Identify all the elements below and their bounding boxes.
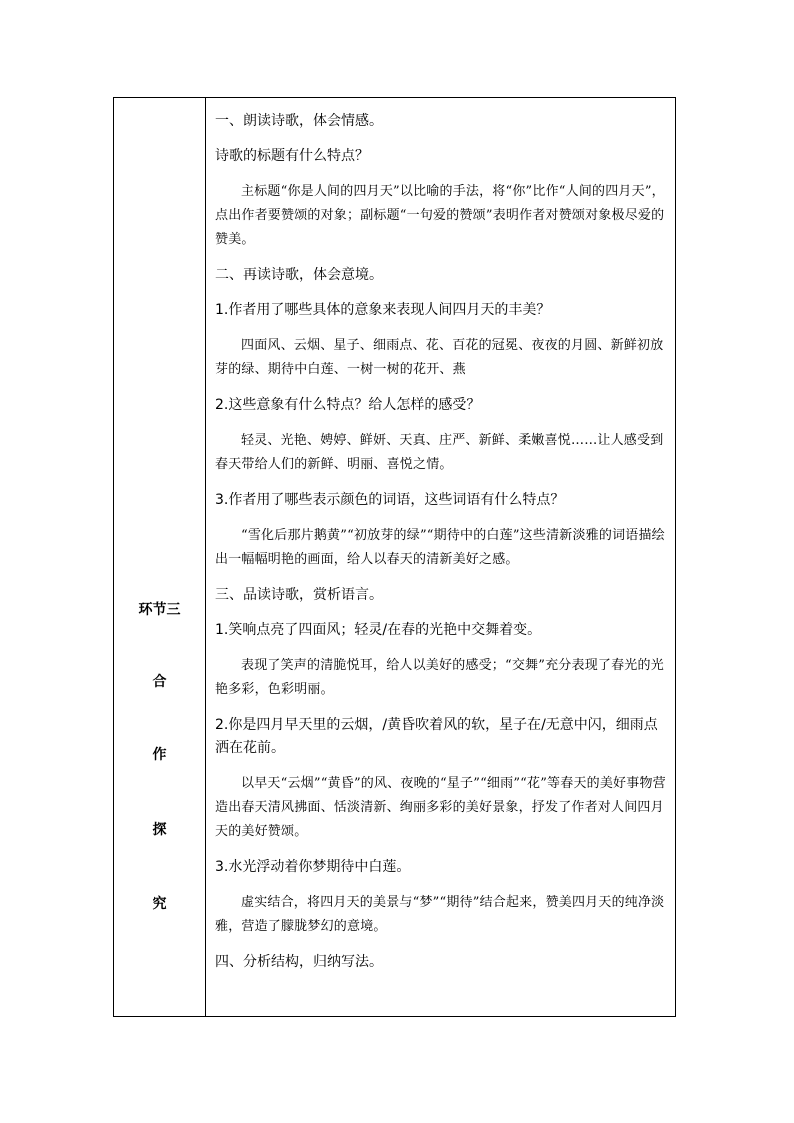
stage-char-3: 探 (152, 822, 167, 838)
answer: 四面风、云烟、星子、细雨点、花、百花的冠冕、夜夜的月圆、新鲜初放芽的绿、期待中白莲、一树一树的花开、燕 (215, 338, 664, 377)
question: 诗歌的标题有什么特点？ (215, 148, 369, 164)
answer: 表现了笑声的清脆悦耳，给人以美好的感受；“交舞”充分表现了春光的光艳多彩，色彩明丽。 (215, 658, 664, 697)
section-heading: 二、再读诗歌，体会意境。 (215, 267, 383, 283)
stage-char-1: 合 (152, 674, 167, 690)
stage-char-2: 作 (152, 747, 167, 763)
question: 3.作者用了哪些表示颜色的词语，这些词语有什么特点？ (215, 492, 565, 508)
question: 1.作者用了哪些具体的意象来表现人间四月天的丰美？ (215, 302, 551, 318)
activity-content-cell (206, 98, 675, 1016)
answer: 以早天“云烟”“黄昏”的风、夜晚的“星子”“细雨”“花”等春天的美好事物营造出春天清风拂面、恬淡清新、绚丽多彩的美好景象，抒发了作者对人间四月天的美好赞颂。 (215, 776, 666, 839)
answer: 轻灵、光艳、娉婷、鲜妍、天真、庄严、新鲜、柔嫩喜悦……让人感受到春天带给人们的新鲜、明丽、喜悦之情。 (215, 433, 664, 472)
answer: “雪化后那片鹅黄”“初放芽的绿”“期待中的白莲”这些清新淡雅的词语描绘出一幅幅明艳的画面，给人以春天的清新美好之感。 (215, 528, 665, 567)
answer: 主标题“你是人间的四月天”以比喻的手法，将“你”比作“人间的四月天”，点出作者要赞颂的对象；副标题“一句爱的赞颂”表明作者对赞颂对象极尽爱的赞美。 (215, 184, 665, 247)
section-heading: 一、朗读诗歌，体会情感。 (215, 113, 383, 129)
answer: 虚实结合，将四月天的美景与“梦”“期待”结合起来，赞美四月天的纯净淡雅，营造了朦胧梦幻的意境。 (215, 895, 665, 934)
section-heading: 四、分析结构，归纳写法。 (215, 954, 383, 970)
question: 3.水光浮动着你梦期待中白莲。 (215, 859, 411, 875)
stage-char-4: 究 (152, 896, 167, 912)
section-heading: 三、品读诗歌，赏析语言。 (215, 587, 383, 603)
stage-title: 环节三 (138, 602, 181, 618)
question: 2.你是四月早天里的云烟，/黄昏吹着风的软，星子在/无意中闪，细雨点洒在花前。 (215, 717, 658, 756)
question: 1.笑响点亮了四面风；轻灵/在春的光艳中交舞着变。 (215, 622, 542, 638)
question: 2.这些意象有什么特点？给人怎样的感受？ (215, 397, 481, 413)
lesson-table (113, 97, 676, 1017)
stage-label-cell (114, 98, 206, 1016)
